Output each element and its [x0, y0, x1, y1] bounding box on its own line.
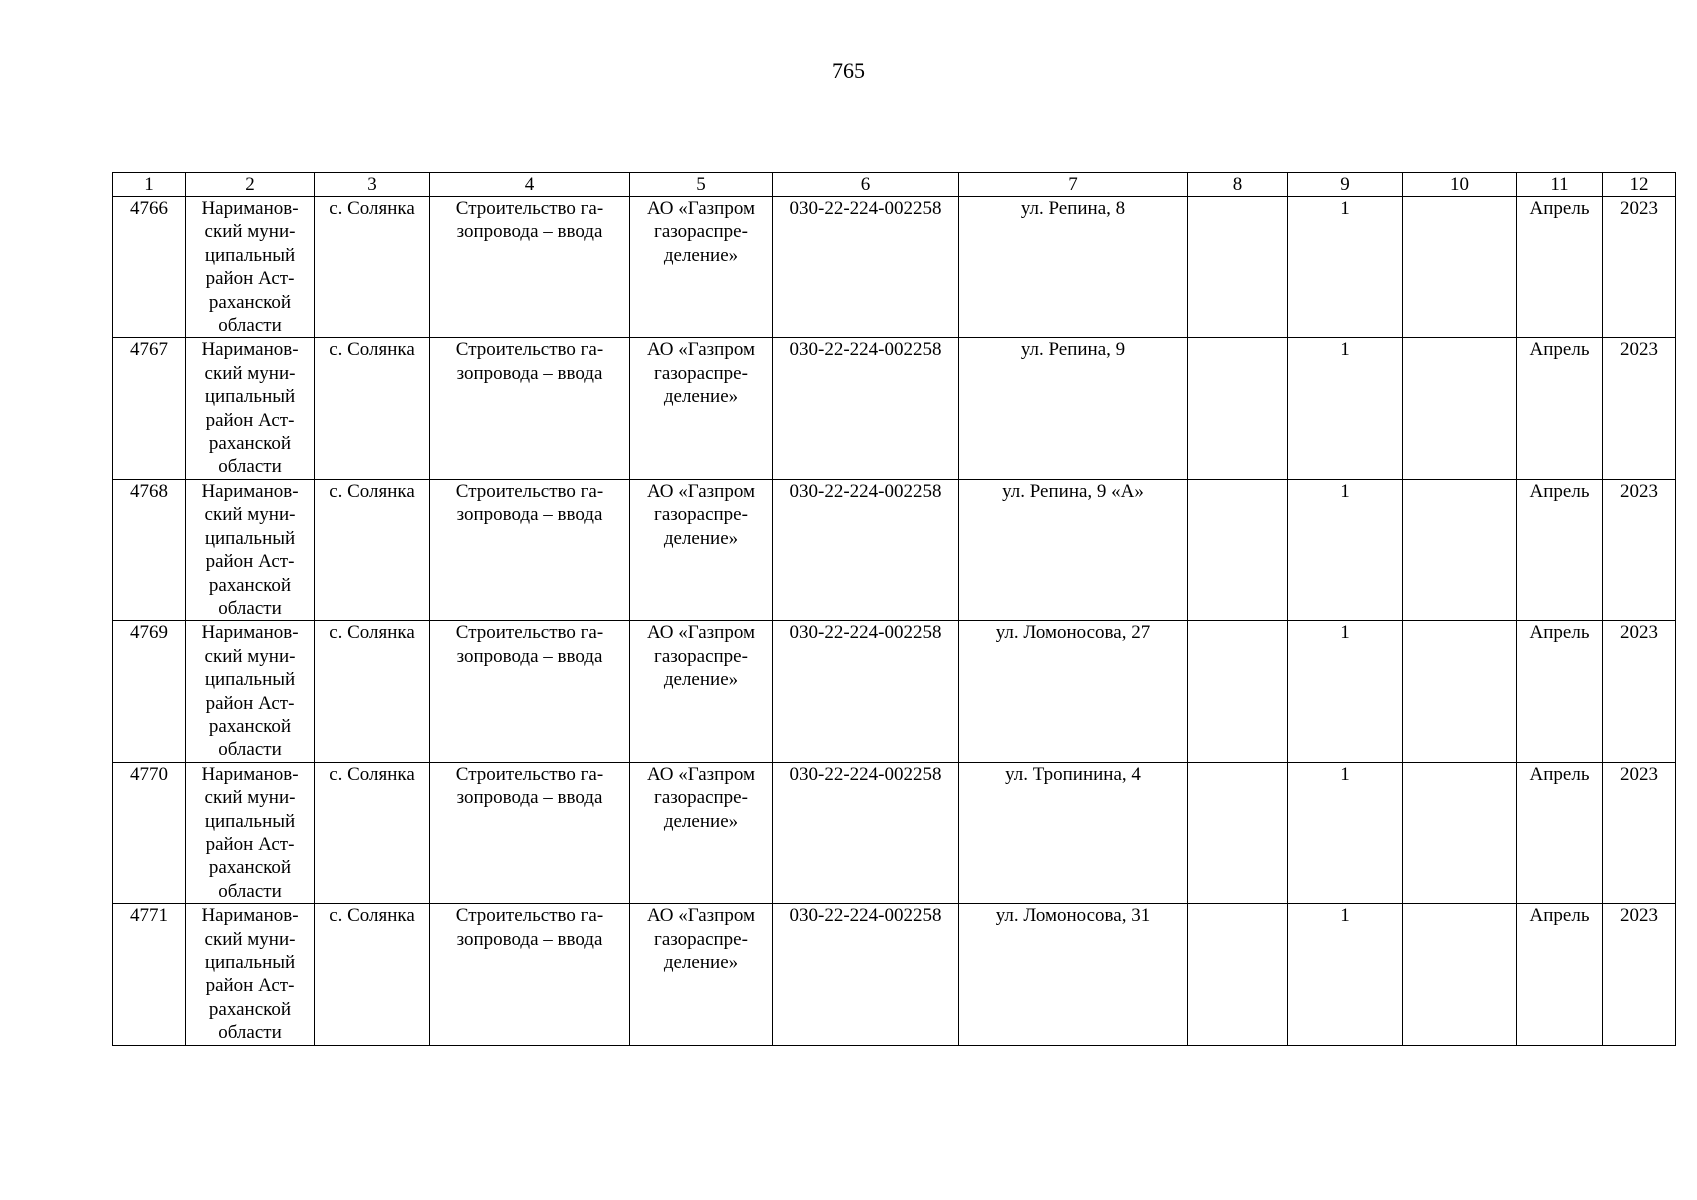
column-10-cell [1403, 762, 1517, 903]
district-cell-line: район Аст- [205, 833, 295, 855]
address-cell: ул. Репина, 9 [959, 338, 1188, 479]
organization-cell-line: АО «Газпром [646, 339, 756, 361]
district-cell-line: области [218, 597, 282, 619]
row-number-cell: 4767 [113, 338, 186, 479]
address-cell: ул. Репина, 8 [959, 197, 1188, 338]
district-cell-line: Нариманов- [201, 480, 299, 502]
registry-code-cell: 030-22-224-002258 [773, 197, 959, 338]
year-cell: 2023 [1603, 197, 1676, 338]
year-cell: 2023 [1603, 762, 1676, 903]
quantity-cell: 1 [1288, 338, 1403, 479]
year-cell: 2023 [1603, 338, 1676, 479]
registry-code-cell: 030-22-224-002258 [773, 338, 959, 479]
column-10-cell [1403, 904, 1517, 1045]
district-cell-line: ский муни- [204, 645, 296, 667]
district-cell-line: раханской [208, 857, 292, 879]
settlement-cell: с. Солянка [315, 479, 430, 620]
settlement-cell: с. Солянка [315, 621, 430, 762]
column-8-cell [1188, 479, 1288, 620]
column-header: 10 [1403, 173, 1517, 197]
district-cell [186, 338, 315, 479]
work-type-cell-line: зопровода – ввода [456, 504, 603, 526]
column-header: 4 [430, 173, 630, 197]
column-8-cell [1188, 762, 1288, 903]
column-header: 12 [1603, 173, 1676, 197]
district-cell-line: район Аст- [205, 975, 295, 997]
district-cell-line: ципальный [204, 386, 296, 408]
district-cell-line: ский муни- [204, 221, 296, 243]
table-body [113, 197, 1676, 1046]
work-type-cell [430, 197, 630, 338]
year-cell: 2023 [1603, 479, 1676, 620]
district-cell-line: Нариманов- [201, 622, 299, 644]
month-cell: Апрель [1517, 338, 1603, 479]
work-type-cell-line: зопровода – ввода [456, 645, 603, 667]
organization-cell-line: деление» [663, 244, 739, 266]
district-cell-line: ский муни- [204, 787, 296, 809]
district-cell-line: район Аст- [205, 268, 295, 290]
column-8-cell [1188, 197, 1288, 338]
organization-cell [630, 621, 773, 762]
district-cell-line: раханской [208, 433, 292, 455]
organization-cell-line: деление» [663, 386, 739, 408]
organization-cell-line: АО «Газпром [646, 480, 756, 502]
district-cell-line: раханской [208, 715, 292, 737]
work-type-cell-line: Строительство га- [455, 763, 604, 785]
registry-code-cell: 030-22-224-002258 [773, 621, 959, 762]
column-header: 2 [186, 173, 315, 197]
table-row [113, 338, 1676, 479]
row-number-cell: 4766 [113, 197, 186, 338]
year-cell: 2023 [1603, 621, 1676, 762]
district-cell-line: ципальный [204, 527, 296, 549]
district-cell-line: ский муни- [204, 504, 296, 526]
work-type-cell-line: Строительство га- [455, 622, 604, 644]
district-cell-line: области [218, 739, 282, 761]
district-cell-line: ципальный [204, 952, 296, 973]
work-type-cell-line: Строительство га- [455, 198, 604, 219]
address-cell: ул. Ломоносова, 27 [959, 621, 1188, 762]
district-cell-line: ский муни- [204, 362, 296, 384]
district-cell-line: ский муни- [204, 928, 296, 950]
column-header: 7 [959, 173, 1188, 197]
row-number-cell: 4770 [113, 762, 186, 903]
column-8-cell [1188, 621, 1288, 762]
month-cell: Апрель [1517, 904, 1603, 1045]
quantity-cell: 1 [1288, 904, 1403, 1045]
column-header: 5 [630, 173, 773, 197]
quantity-cell: 1 [1288, 762, 1403, 903]
organization-cell-line: АО «Газпром [646, 905, 756, 927]
month-cell: Апрель [1517, 762, 1603, 903]
organization-cell-line: деление» [663, 669, 739, 691]
settlement-cell: с. Солянка [315, 197, 430, 338]
organization-cell-line: газораспре- [654, 928, 748, 950]
organization-cell-line: газораспре- [654, 645, 748, 667]
column-8-cell [1188, 338, 1288, 479]
table-row [113, 621, 1676, 762]
settlement-cell: с. Солянка [315, 338, 430, 479]
table-row [113, 904, 1676, 1045]
column-header: 8 [1188, 173, 1288, 197]
work-type-cell-line: зопровода – ввода [456, 362, 603, 384]
row-number-cell: 4768 [113, 479, 186, 620]
quantity-cell: 1 [1288, 479, 1403, 620]
district-cell-line: район Аст- [205, 409, 295, 431]
district-cell-line: Нариманов- [201, 905, 299, 927]
column-header: 6 [773, 173, 959, 197]
table-row [113, 479, 1676, 620]
column-10-cell [1403, 479, 1517, 620]
column-10-cell [1403, 197, 1517, 338]
register-table [112, 172, 1676, 1046]
work-type-cell-line: зопровода – ввода [456, 221, 603, 243]
work-type-cell [430, 904, 630, 1045]
quantity-cell: 1 [1288, 621, 1403, 762]
district-cell-line: раханской [208, 574, 292, 596]
month-cell: Апрель [1517, 197, 1603, 338]
page-number: 765 [832, 58, 865, 83]
organization-cell [630, 479, 773, 620]
quantity-cell: 1 [1288, 197, 1403, 338]
district-cell [186, 621, 315, 762]
district-cell [186, 904, 315, 1045]
organization-cell-line: газораспре- [654, 221, 748, 243]
organization-cell-line: деление» [663, 527, 739, 549]
district-cell-line: раханской [208, 998, 292, 1020]
column-number-row [113, 173, 1676, 197]
district-cell-line: раханской [208, 291, 292, 313]
row-number-cell: 4771 [113, 904, 186, 1045]
registry-code-cell: 030-22-224-002258 [773, 762, 959, 903]
organization-cell-line: газораспре- [654, 504, 748, 526]
district-cell-line: Нариманов- [201, 198, 299, 219]
column-header: 9 [1288, 173, 1403, 197]
month-cell: Апрель [1517, 479, 1603, 620]
district-cell-line: Нариманов- [201, 763, 299, 785]
table-row [113, 197, 1676, 338]
organization-cell [630, 762, 773, 903]
column-10-cell [1403, 338, 1517, 479]
organization-cell-line: АО «Газпром [646, 622, 756, 644]
year-cell: 2023 [1603, 904, 1676, 1045]
column-header: 1 [113, 173, 186, 197]
organization-cell [630, 338, 773, 479]
district-cell-line: области [218, 880, 282, 902]
work-type-cell-line: зопровода – ввода [456, 787, 603, 809]
district-cell-line: области [218, 456, 282, 478]
registry-code-cell: 030-22-224-002258 [773, 904, 959, 1045]
organization-cell-line: газораспре- [654, 787, 748, 809]
work-type-cell-line: Строительство га- [455, 905, 604, 927]
address-cell: ул. Ломоносова, 31 [959, 904, 1188, 1045]
row-number-cell: 4769 [113, 621, 186, 762]
work-type-cell-line: Строительство га- [455, 480, 604, 502]
district-cell [186, 479, 315, 620]
work-type-cell [430, 338, 630, 479]
organization-cell-line: деление» [663, 952, 739, 973]
registry-code-cell: 030-22-224-002258 [773, 479, 959, 620]
column-header: 3 [315, 173, 430, 197]
organization-cell [630, 904, 773, 1045]
column-header: 11 [1517, 173, 1603, 197]
organization-cell [630, 197, 773, 338]
organization-cell-line: газораспре- [654, 362, 748, 384]
table-row [113, 762, 1676, 903]
district-cell-line: район Аст- [205, 692, 295, 714]
work-type-cell-line: зопровода – ввода [456, 928, 603, 950]
work-type-cell [430, 621, 630, 762]
district-cell-line: ципальный [204, 810, 296, 832]
address-cell: ул. Тропинина, 4 [959, 762, 1188, 903]
district-cell-line: области [218, 315, 282, 337]
district-cell-line: ципальный [204, 244, 296, 266]
address-cell: ул. Репина, 9 «А» [959, 479, 1188, 620]
organization-cell-line: АО «Газпром [646, 198, 756, 219]
district-cell [186, 197, 315, 338]
work-type-cell [430, 762, 630, 903]
organization-cell-line: деление» [663, 810, 739, 832]
settlement-cell: с. Солянка [315, 762, 430, 903]
district-cell-line: ципальный [204, 669, 296, 691]
column-10-cell [1403, 621, 1517, 762]
month-cell: Апрель [1517, 621, 1603, 762]
district-cell-line: район Аст- [205, 551, 295, 573]
work-type-cell-line: Строительство га- [455, 339, 604, 361]
settlement-cell: с. Солянка [315, 904, 430, 1045]
district-cell-line: Нариманов- [201, 339, 299, 361]
organization-cell-line: АО «Газпром [646, 763, 756, 785]
work-type-cell [430, 479, 630, 620]
column-8-cell [1188, 904, 1288, 1045]
district-cell-line: области [218, 1022, 282, 1044]
district-cell [186, 762, 315, 903]
